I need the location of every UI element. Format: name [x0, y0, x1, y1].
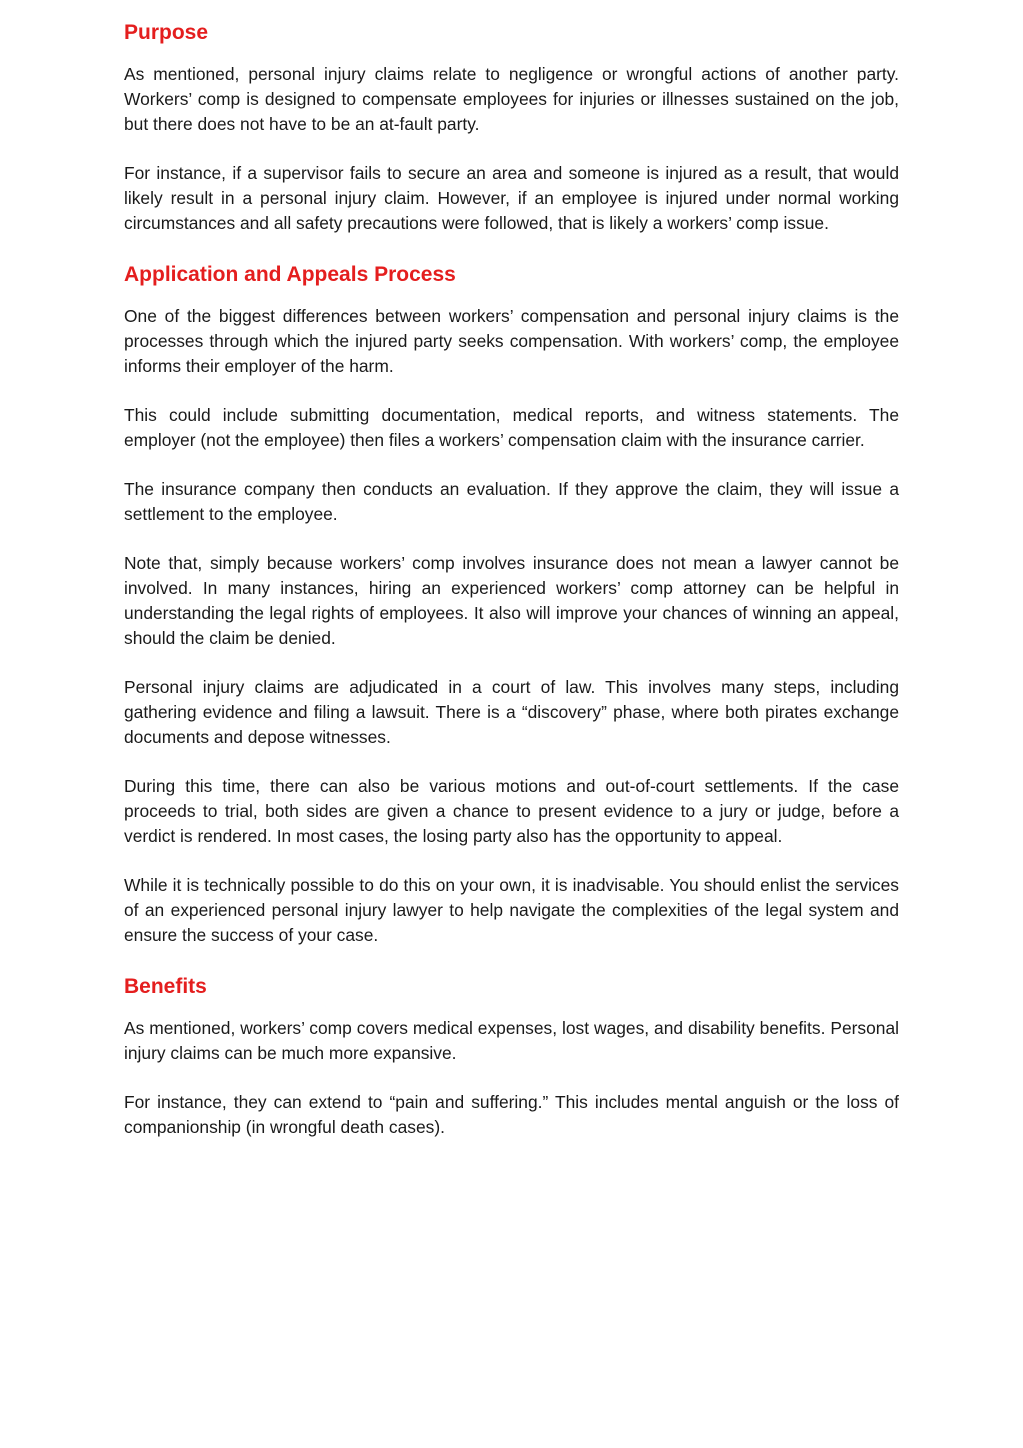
paragraph: As mentioned, personal injury claims relate to negligence or wrongful actions of another party. Workers’ comp is designed to compensate employees for injuries or illnesses sustained on the job, but there does not have to be an at-fault party.: [124, 64, 899, 134]
section-application-appeals: [124, 260, 899, 948]
paragraph: The insurance company then conducts an evaluation. If they approve the claim, they will issue a settlement to the employee.: [124, 479, 899, 524]
paragraph: Note that, simply because workers’ comp involves insurance does not mean a lawyer cannot be involved. In many instances, hiring an experienced workers’ comp attorney can be helpful in understanding the legal rights of employees. It also will improve your chances of winning an appeal, should the claim be denied.: [124, 553, 899, 648]
paragraph: For instance, they can extend to “pain and suffering.” This includes mental anguish or the loss of companionship (in wrongful death cases).: [124, 1092, 899, 1137]
paragraph: While it is technically possible to do this on your own, it is inadvisable. You should enlist the services of an experienced personal injury lawyer to help navigate the complexities of the legal system and ensure the success of your case.: [124, 875, 899, 945]
section-heading-application-appeals: Application and Appeals Process: [124, 263, 456, 286]
section-purpose: [124, 18, 899, 236]
paragraph: For instance, if a supervisor fails to secure an area and someone is injured as a result, that would likely result in a personal injury claim. However, if an employee is injured under normal working circumstances and all safety precautions were followed, that is likely a workers’ comp issue.: [124, 163, 899, 233]
section-heading-purpose: Purpose: [124, 21, 209, 44]
paragraph: One of the biggest differences between workers’ compensation and personal injury claims is the processes through which the injured party seeks compensation. With workers’ comp, the employee informs their employer of the harm.: [124, 306, 899, 376]
paragraph: Personal injury claims are adjudicated in a court of law. This involves many steps, including gathering evidence and filing a lawsuit. There is a “discovery” phase, where both pirates exchange documents and depose witnesses.: [124, 677, 899, 747]
paragraph: This could include submitting documentation, medical reports, and witness statements. The employer (not the employee) then files a workers’ compensation claim with the insurance carrier.: [124, 405, 899, 450]
paragraph: During this time, there can also be various motions and out-of-court settlements. If the case proceeds to trial, both sides are given a chance to present evidence to a jury or judge, before a verdict is rendered. In most cases, the losing party also has the opportunity to appeal.: [124, 776, 899, 846]
document-page: [124, 18, 899, 1164]
paragraph: As mentioned, workers’ comp covers medical expenses, lost wages, and disability benefits. Personal injury claims can be much more expansive.: [124, 1018, 899, 1063]
section-benefits: [124, 972, 899, 1140]
section-heading-benefits: Benefits: [124, 975, 207, 998]
